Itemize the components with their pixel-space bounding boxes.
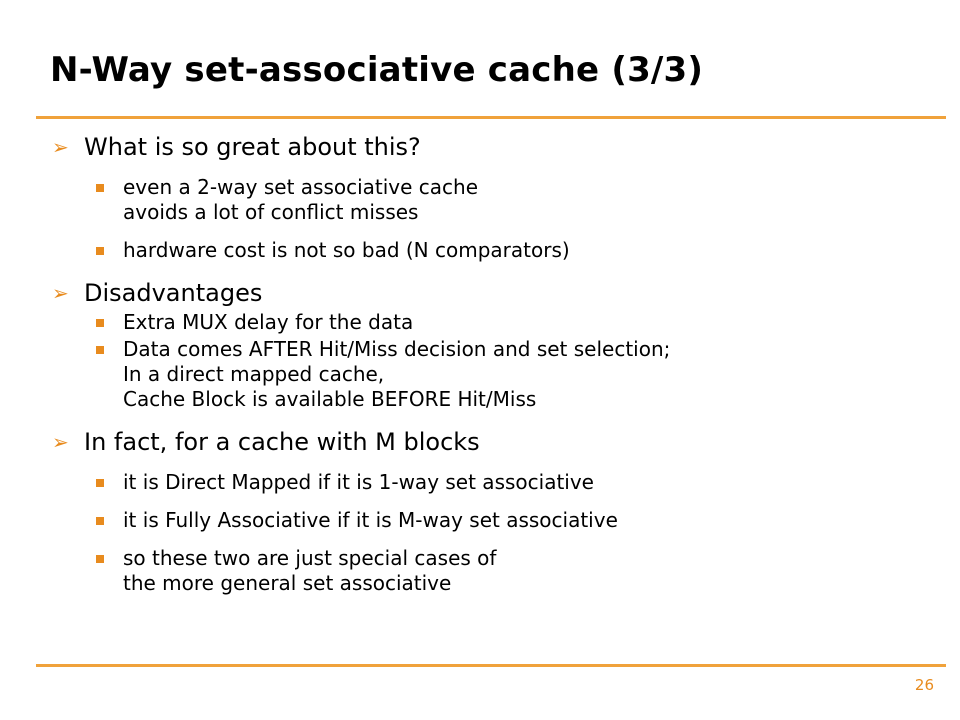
bullet-text: Data comes AFTER Hit/Miss decision and set selection; xyxy=(123,337,671,361)
square-bullet-icon xyxy=(96,184,104,192)
section-special-cases xyxy=(52,427,942,596)
bullet-level-2 xyxy=(52,175,942,225)
slide-body xyxy=(52,130,942,596)
bullet-level-1 xyxy=(52,278,942,308)
arrow-bullet-icon: ➢ xyxy=(52,135,69,159)
square-bullet-icon xyxy=(96,517,104,525)
title-divider xyxy=(36,116,946,119)
bullet-level-2 xyxy=(52,470,942,495)
bullet-level-2 xyxy=(52,508,942,533)
square-bullet-icon xyxy=(96,346,104,354)
bullet-heading: Disadvantages xyxy=(84,279,263,307)
bullet-text: hardware cost is not so bad (N comparators) xyxy=(123,238,570,262)
bullet-heading: In fact, for a cache with M blocks xyxy=(84,428,480,456)
bullet-level-2 xyxy=(52,310,942,335)
bullet-level-2 xyxy=(52,546,942,596)
bullet-level-2 xyxy=(52,238,942,263)
square-bullet-icon xyxy=(96,555,104,563)
bullet-level-2 xyxy=(52,337,942,412)
bullet-level-1 xyxy=(52,132,942,162)
footer-divider xyxy=(36,664,946,667)
bullet-text: so these two are just special cases of xyxy=(123,546,497,570)
bullet-text: In a direct mapped cache, xyxy=(123,362,385,386)
bullet-text: even a 2-way set associative cache xyxy=(123,175,479,199)
bullet-text: it is Direct Mapped if it is 1-way set associative xyxy=(123,470,594,494)
arrow-bullet-icon: ➢ xyxy=(52,281,69,305)
bullet-text: it is Fully Associative if it is M-way set associative xyxy=(123,508,618,532)
slide-title: N-Way set-associative cache (3/3) xyxy=(50,50,704,90)
arrow-bullet-icon: ➢ xyxy=(52,430,69,454)
bullet-heading: What is so great about this? xyxy=(84,133,421,161)
section-disadvantages xyxy=(52,278,942,412)
section-benefits xyxy=(52,132,942,263)
bullet-level-1 xyxy=(52,427,942,457)
bullet-text: Extra MUX delay for the data xyxy=(123,310,414,334)
page-number: 26 xyxy=(914,676,934,694)
bullet-text: the more general set associative xyxy=(123,571,452,595)
square-bullet-icon xyxy=(96,479,104,487)
square-bullet-icon xyxy=(96,319,104,327)
square-bullet-icon xyxy=(96,247,104,255)
bullet-text: avoids a lot of conflict misses xyxy=(123,200,419,224)
bullet-text: Cache Block is available BEFORE Hit/Miss xyxy=(123,387,537,411)
